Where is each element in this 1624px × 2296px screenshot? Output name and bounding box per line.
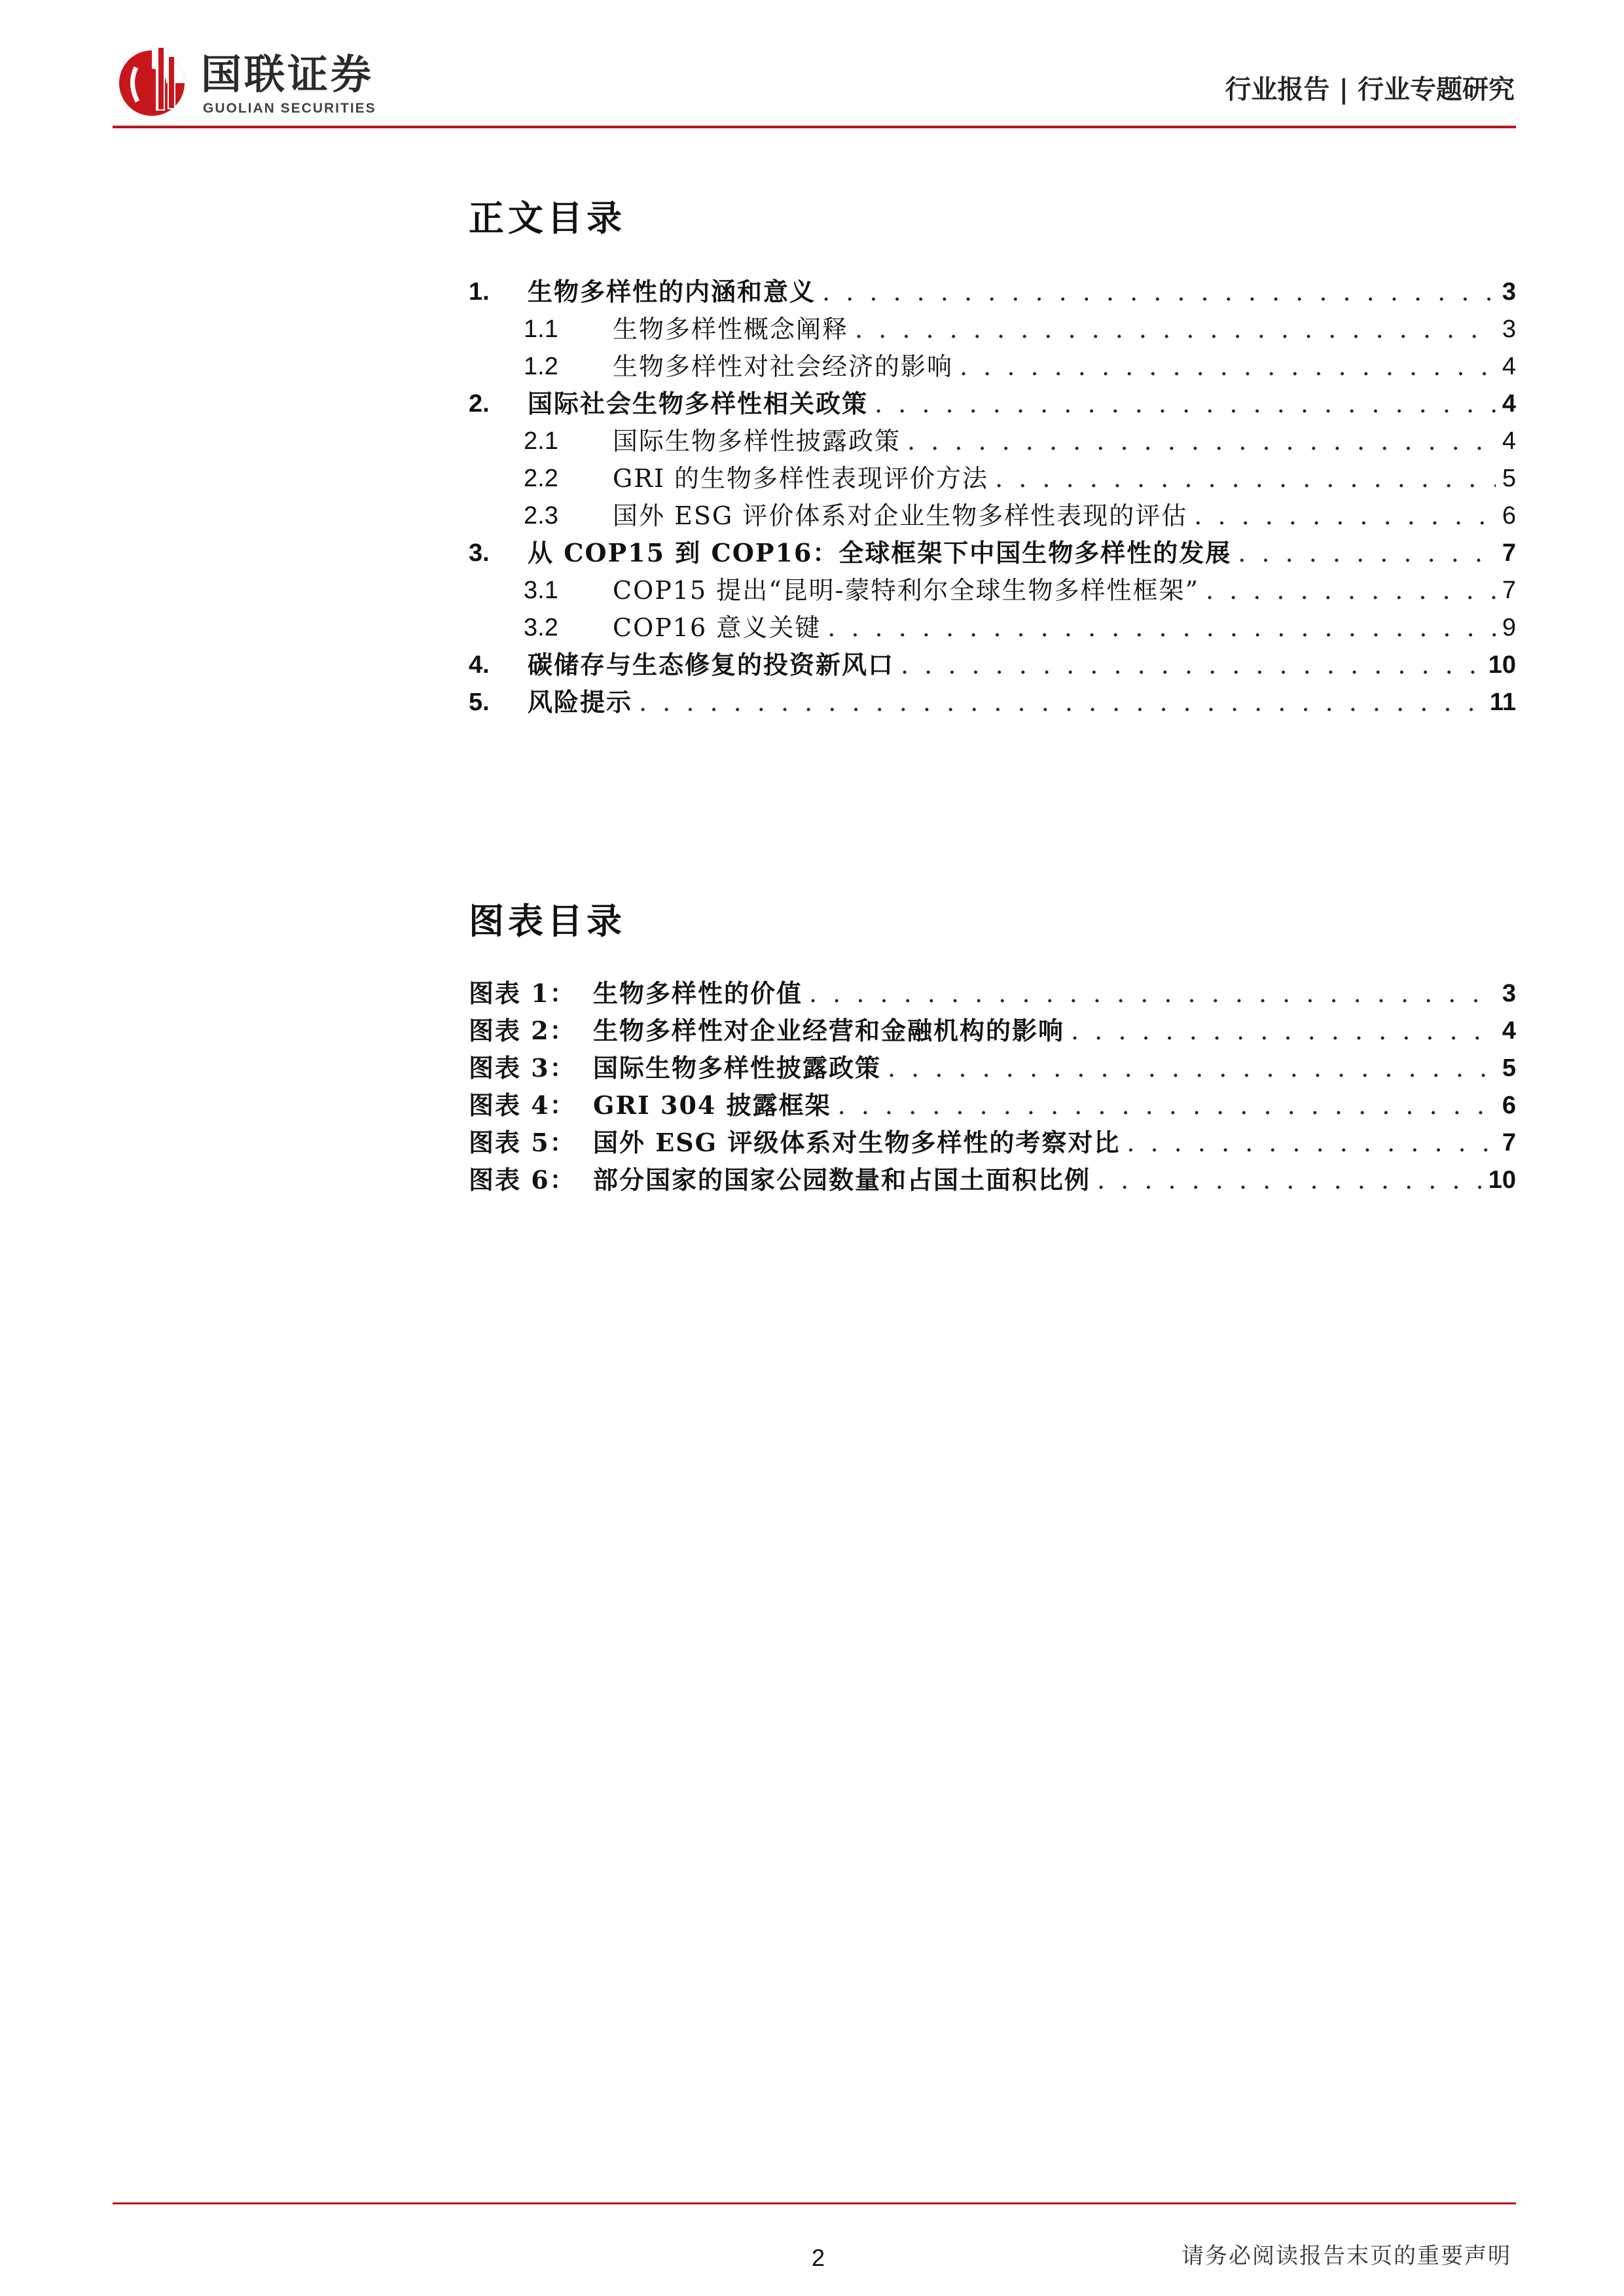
entry-number: 2.: [469, 390, 490, 418]
contents-entry[interactable]: [469, 565, 1516, 603]
entry-number: 3.2: [524, 614, 558, 641]
entry-title: 国际生物多样性披露政策: [593, 1053, 882, 1083]
entry-page-number: 4: [1502, 427, 1516, 455]
entry-number: 1.1: [524, 315, 558, 343]
contents-title: 正文目录: [469, 197, 626, 239]
entry-number: 1.: [469, 278, 490, 306]
report-subtype: 行业专题研究: [1358, 74, 1515, 105]
dot-leader: [1127, 1130, 1496, 1155]
entry-number: 2.3: [524, 502, 558, 529]
contents-entry[interactable]: [469, 491, 1516, 528]
entry-title: 风险提示: [528, 687, 633, 717]
entry-page-number: 3: [1502, 278, 1516, 306]
entry-title: 部分国家的国家公园数量和占国土面积比例: [593, 1165, 1091, 1194]
header-separator: |: [1339, 74, 1348, 105]
entry-page-number: 4: [1502, 353, 1516, 380]
entry-page-number: 3: [1502, 980, 1516, 1007]
entry-title: 国际社会生物多样性相关政策: [528, 389, 869, 418]
figure-entry[interactable]: [469, 1155, 1516, 1193]
entry-page-number: 9: [1502, 614, 1516, 641]
entry-title: COP15 提出“昆明-蒙特利尔全球生物多样性框架”: [613, 576, 1199, 605]
figure-entry[interactable]: [469, 969, 1516, 1006]
entry-title: 国外 ESG 评价体系对企业生物多样性表现的评估: [613, 501, 1188, 530]
figure-entry[interactable]: [469, 1043, 1516, 1081]
dot-leader: [1071, 1018, 1496, 1043]
entry-title: GRI 的生物多样性表现评价方法: [613, 464, 989, 493]
contents-entry[interactable]: [469, 267, 1516, 304]
entry-page-number: 10: [1488, 1166, 1516, 1194]
contents-entry[interactable]: [469, 603, 1516, 640]
entry-title: 生物多样性对社会经济的影响: [613, 352, 954, 381]
entry-number: 3.1: [524, 577, 558, 604]
figures-title: 图表目录: [469, 900, 626, 942]
entry-page-number: 11: [1489, 689, 1516, 716]
dot-leader: [827, 615, 1496, 640]
dot-leader: [1097, 1168, 1482, 1193]
contents-entry[interactable]: [469, 528, 1516, 565]
entry-page-number: 3: [1502, 315, 1516, 343]
entry-number: 图表 2：: [469, 1016, 576, 1045]
entry-title: 国际生物多样性披露政策: [613, 427, 901, 456]
entry-title: 生物多样性概念阐释: [613, 315, 849, 344]
entry-page-number: 6: [1502, 1092, 1516, 1119]
dot-leader: [809, 981, 1496, 1006]
entry-number: 2.1: [524, 427, 558, 455]
entry-number: 4.: [469, 651, 490, 679]
entry-title: 碳储存与生态修复的投资新风口: [528, 650, 895, 679]
entry-number: 图表 1：: [469, 978, 576, 1008]
entry-title: 生物多样性对企业经营和金融机构的影响: [593, 1016, 1065, 1045]
dot-leader: [639, 690, 1483, 715]
dot-leader: [995, 466, 1496, 491]
figure-entry[interactable]: [469, 1118, 1516, 1155]
dot-leader: [1206, 578, 1496, 603]
entry-page-number: 5: [1502, 1054, 1516, 1082]
dot-leader: [838, 1093, 1496, 1118]
entry-title: 生物多样性的价值: [593, 978, 803, 1008]
entry-page-number: 7: [1502, 577, 1516, 604]
header-divider: [113, 126, 1516, 128]
dot-leader: [888, 1056, 1496, 1081]
dot-leader: [1238, 541, 1496, 565]
entry-title: 国外 ESG 评级体系对生物多样性的考察对比: [593, 1128, 1121, 1157]
entry-number: 图表 4：: [469, 1090, 576, 1120]
contents-entry[interactable]: [469, 677, 1516, 715]
entry-page-number: 5: [1502, 465, 1516, 492]
contents-entry[interactable]: [469, 304, 1516, 342]
report-type: 行业报告: [1225, 74, 1330, 105]
contents-entry[interactable]: [469, 379, 1516, 416]
entry-title: 从 COP15 到 COP16：全球框架下中国生物多样性的发展: [528, 538, 1232, 567]
entry-number: 2.2: [524, 465, 558, 492]
page-number: 2: [811, 2244, 825, 2271]
contents-entry[interactable]: [469, 416, 1516, 454]
entry-number: 图表 5：: [469, 1128, 576, 1157]
dot-leader: [901, 653, 1482, 677]
entry-number: 5.: [469, 689, 490, 716]
entry-number: 3.: [469, 539, 490, 567]
figure-entry[interactable]: [469, 1081, 1516, 1118]
entry-title: 生物多样性的内涵和意义: [528, 277, 816, 306]
entry-page-number: 10: [1488, 651, 1516, 679]
entry-page-number: 7: [1502, 1129, 1516, 1157]
disclaimer-note: 请务必阅读报告末页的重要声明: [1182, 2243, 1511, 2269]
dot-leader: [1194, 503, 1496, 528]
dot-leader: [960, 354, 1496, 379]
entry-number: 图表 6：: [469, 1165, 576, 1194]
contents-list: [469, 267, 1516, 715]
entry-page-number: 4: [1502, 390, 1516, 418]
contents-entry[interactable]: [469, 454, 1516, 491]
dot-leader: [855, 317, 1496, 342]
dot-leader: [875, 391, 1496, 416]
contents-entry[interactable]: [469, 640, 1516, 677]
guolian-logo: [113, 36, 453, 121]
guolian-logo-icon: [117, 41, 190, 120]
dot-leader: [822, 279, 1496, 304]
figures-list: [469, 969, 1516, 1193]
entry-number: 1.2: [524, 353, 558, 380]
entry-page-number: 6: [1502, 502, 1516, 529]
logo-chinese-text: 国联证券: [201, 50, 374, 98]
entry-title: GRI 304 披露框架: [593, 1090, 831, 1120]
figure-entry[interactable]: [469, 1006, 1516, 1043]
logo-english-text: GUOLIAN SECURITIES: [203, 101, 376, 116]
contents-entry[interactable]: [469, 342, 1516, 379]
entry-page-number: 7: [1502, 539, 1516, 567]
page-header: [113, 36, 1515, 131]
report-category: [1225, 74, 1515, 105]
dot-leader: [907, 429, 1496, 454]
entry-number: 图表 3：: [469, 1053, 576, 1083]
entry-page-number: 4: [1502, 1017, 1516, 1045]
entry-title: COP16 意义关键: [613, 613, 821, 642]
footer-divider: [113, 2202, 1516, 2204]
